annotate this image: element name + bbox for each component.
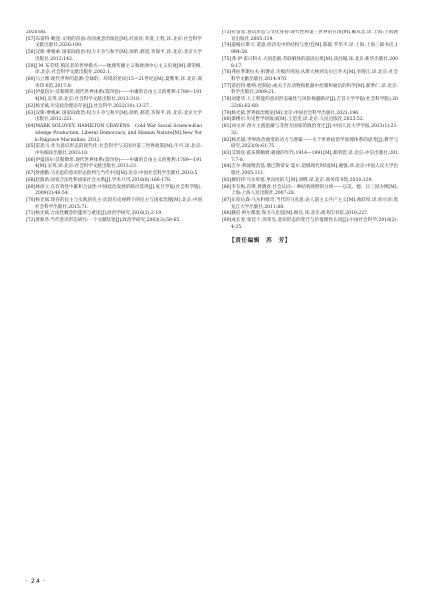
reference-number: [64]: [26, 124, 36, 130]
reference-text: 成长春,张廷干,汤荣光.意识形态的变迁与价值理性认同[J].中国社会科学,2018(2):4-25.: [231, 218, 398, 230]
reference-text: 杨光斌.世界政治演变的动力与逻辑——关于世界政治学原理体系的思考[J].教学与研究,2023(9):61-75.: [231, 137, 398, 150]
reference-text: 刘文祥.西方主流思潮与非西方国家的政治变迁[J].中国人民大学学报,2021(1):21-32.: [231, 124, 398, 136]
reference-number: [80]: [222, 117, 232, 123]
reference-text: 杨光斌.世界政治理论[M].北京:中国社会科学出版社,2021:196.: [231, 110, 360, 116]
reference-entry: [26, 111, 202, 124]
reference-text: 弗拉季斯拉夫·祖博克.失败的帝国:从斯大林到戈尔巴乔夫[M].李晓江,译.北京:社会科学文献出版社,2014:470.: [231, 70, 398, 83]
reference-entry: [26, 185, 202, 198]
reference-number: [85]: [222, 177, 232, 183]
reference-number: [79]: [222, 110, 232, 116]
references-left-column: [26, 30, 202, 575]
reference-entry: [26, 198, 202, 211]
reference-text: 赵鼎新.国家合法性和国家社会关系[J].学术月刊,2016(8):166-178.: [35, 177, 172, 183]
reference-entry: [222, 151, 398, 164]
reference-text: 刘建华.人工智能的意识形态属性与风险规避路径[J].吉首大学学报(社会科学版),2022(6):62-69.: [231, 97, 398, 109]
reference-text: 伊曼纽尔·沃勒斯坦.现代世界体系(第四卷)——中庸的自由主义的胜利:1789—1914[M].吴英,译.北京:社会科学文献出版社,2013:23.: [35, 157, 202, 170]
reference-number: [89]: [222, 218, 232, 224]
reference-number: [72]: [26, 218, 36, 224]
reference-text: 拉雷恩.意识形态与文化身份:现代性和第三世界的在场[M].戴从容,译.上海:上海教育出版社,2005:119.: [231, 30, 398, 42]
reference-text: 马立博.现代世界的起源:全球的、环境的述说(15—21世纪)[M].夏继果,译.北京:商务印书馆,2017:9.: [35, 77, 202, 89]
reference-text: 伊曼纽尔·沃勒斯坦.现代世界体系(第四卷)——中庸的自由主义的胜利:1789—1914[M].吴英,译.北京:社会科学文献出版社,2013:310.: [35, 90, 202, 103]
reference-entry: [26, 30, 202, 37]
reference-entry: [222, 164, 398, 177]
reference-number: [67]: [26, 171, 36, 177]
reference-text: 汉斯·摩根索.国家间政治:权力斗争与和平[M].徐昕,郝望,李保平,译.北京:北京大学出版社,2012:142.: [35, 50, 202, 62]
reference-number: [57]: [26, 36, 36, 42]
reference-entry: [26, 90, 202, 103]
reference-number: [86]: [222, 184, 232, 190]
reference-number: [69]: [26, 184, 36, 190]
reference-entry: [222, 97, 398, 110]
reference-text: 艾瑞克·霍布斯鲍姆.极端的年代:1914—1991[M].郑明萱,译.北京:中信出版社,2017:7-8.: [231, 150, 398, 163]
reference-entry: [26, 178, 202, 185]
reference-text: 吉尔·利波维茨基.塞巴斯蒂安·夏尔.超级现代时间[M].谢强,译.北京:中国人民大学出版社,2005:111.: [231, 164, 398, 177]
reference-text: 汉斯·摩根索.国家间政治:权力斗争与和平[M].徐昕,郝望,李保平,译.北京:北京大学出版社,2012:221.: [35, 110, 202, 123]
reference-entry: [222, 124, 398, 137]
reference-entry: [26, 37, 202, 50]
reference-entry: [26, 171, 202, 178]
reference-number: [60]: [26, 77, 36, 83]
reference-text: J M 布劳特.殖民者的世界模式——地理传播主义和欧洲中心主义史观[M].谭荣根,译.北京:社会科学文献出版社,2002:1.: [35, 63, 202, 76]
reference-text: 杨光斌.历史政治理论存论[J].社会科学,2022(10):13-27.: [35, 103, 151, 109]
reference-entry: [222, 178, 398, 185]
reference-number: [83]: [222, 150, 232, 156]
reference-text: 东哈伍森·马尔科维奇.当代的马克思:论人道主义共产主义[M].曲跃厚,译.哈尔滨:黑龙江大学出版社,2011:88.: [231, 197, 398, 210]
reference-number: [88]: [222, 211, 232, 217]
reference-entry: [26, 218, 202, 225]
reference-entry: [222, 30, 398, 43]
reference-entry: [222, 57, 398, 70]
reference-text: 黄新华.当代意识形态研究:一个文献综述[J].政治学研究,2003(3):58-65.: [35, 218, 181, 224]
reference-number: [87]: [222, 197, 232, 203]
references-right-column: [222, 30, 398, 575]
reference-number: [73]: [222, 30, 232, 35]
reference-entry: [26, 158, 202, 171]
reference-number: [65]: [26, 144, 36, 150]
reference-text: 萧楼尔.历史哲学讲演录[M].王造堂,译.北京:人民出版社,2023:52.: [231, 117, 365, 123]
reference-entry: [222, 218, 398, 231]
reference-entry: [26, 104, 202, 111]
reference-number: [84]: [222, 164, 232, 170]
reference-entry: [26, 77, 202, 90]
page: [26, 30, 401, 575]
reference-text: 杨光斌.合法性概念的滥用与重述[J].政治学研究,2016(2):2-19.: [35, 211, 163, 217]
reference-text: 布雷特·鲍登.文明的帝国:帝国观念的演化[M].杜富祥,李澄,王程,译.北京:社会科学文献出版社,2020:100.: [35, 36, 202, 49]
reference-text: 弗·伊·雷日科夫.大国悲剧:苏联解体的前因后果[M].徐昌翰,译.北京:新华出版社,2008:17.: [231, 56, 398, 69]
reference-number: [71]: [26, 211, 36, 217]
reference-entry: [222, 198, 398, 211]
reference-entry: [222, 84, 398, 97]
reference-entry: [26, 144, 202, 157]
reference-text: 侯惠勤.马克思的意识形态批判与当代中国[M].北京:中国社会科学出版社,2010:5.: [35, 171, 199, 177]
reference-number: [76]: [222, 70, 232, 76]
reference-number: [63]: [26, 110, 36, 116]
reference-entry: [222, 43, 398, 56]
reference-number: [81]: [222, 124, 232, 130]
reference-number: [68]: [26, 177, 36, 183]
reference-entry: [26, 50, 202, 63]
reference-number: [75]: [222, 56, 232, 62]
reference-text: 赫伯特·马尔库塞.单向度的人[M].刘继,译.北京:商务印书馆,2020:129.: [231, 177, 374, 183]
reference-number: [74]: [222, 43, 232, 49]
reference-number: [78]: [222, 97, 232, 103]
page-number: · 24 ·: [25, 578, 47, 585]
reference-number: [58]: [26, 50, 36, 56]
reference-number: [61]: [26, 90, 36, 96]
reference-entry: [222, 70, 398, 83]
reference-text: 道格拉斯 C 诺思.经济史中的结构与变迁[M].陈郁,罗华平,译.上海:上海三联书店,1994:58.: [231, 43, 398, 56]
reference-number: [59]: [26, 63, 36, 69]
reference-text: 杨光斌.现存的民主与实践的民主:比较历史视野下的民主与国家治理[M].北京:中国社会科学出版社,2015:71.: [35, 197, 202, 210]
reference-text: 诺伯特·维纳.控制论:或关于在动物和机器中控制和通信的科学[M].郝季仁,译.北京:科学出版社,2009:21.: [231, 83, 398, 96]
reference-text: MARK SOLOVEY, HAMILTON CRAVENS . Cold War Social Science:Knowledge Production, Liberal Democracy, and Human Nature[M].New York:Palgrave Macmillan, 2012.: [35, 124, 202, 143]
reference-number: [77]: [222, 83, 232, 89]
reference-text: 雷迅马.作为意识形态的现代化:社会科学与美国对第三世界政策[M].牛可,译.北京:中央编译出版社,2003:10.: [35, 144, 202, 156]
reference-text: 赫伯·阿尔都塞.保卫马克思[M].顾良,译.北京:商务印书馆,2010:227.: [231, 211, 369, 217]
reference-number: [70]: [26, 197, 36, 203]
reference-entry: [26, 124, 202, 144]
reference-text: 李友梅,肖瑛,黄晓春.社会认同:一种结构视野的分析——以美、德、日三国为例[M].上海:上海人民出版社,2007:28.: [231, 184, 398, 197]
reference-number: [82]: [222, 137, 232, 143]
reference-entry: [26, 64, 202, 77]
reference-entry: [222, 185, 398, 198]
reference-number: [66]: [26, 157, 36, 163]
reference-number: [62]: [26, 103, 36, 109]
reference-text: 林尚立.在有效性中累积合法性:中国政治发展的路径选择[J].复旦学报(社会科学版),2009(2):46-54.: [35, 184, 202, 197]
reference-entry: [222, 138, 398, 151]
responsible-editor: 【责任编辑 苏 芳】: [229, 237, 291, 244]
reference-text: 2020:88.: [26, 30, 47, 35]
